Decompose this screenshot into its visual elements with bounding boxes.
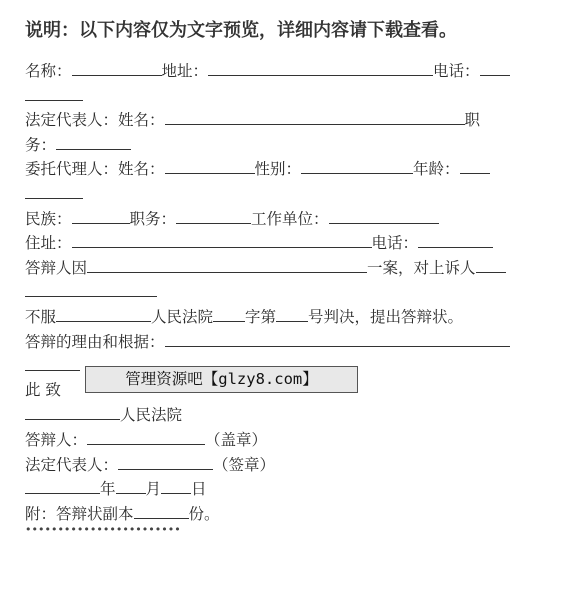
label-case-suffix: 一案，对上诉人 — [367, 258, 476, 277]
judgment-line — [25, 304, 545, 329]
label-residence-phone: 电话： — [371, 234, 419, 253]
label-employer: 工作单位： — [251, 209, 329, 228]
case-line — [25, 255, 545, 280]
appellant-blank-1[interactable] — [476, 255, 506, 273]
label-phone: 电话： — [433, 62, 480, 80]
grounds-blank-2[interactable] — [25, 353, 80, 371]
employer-blank[interactable] — [329, 206, 439, 224]
legal-rep-line — [25, 107, 545, 132]
year-blank[interactable] — [25, 476, 100, 494]
agent-name-blank[interactable] — [165, 156, 255, 174]
label-agent-name: 委托代理人：姓名： — [25, 160, 165, 179]
gender-blank[interactable] — [301, 156, 413, 174]
label-age: 年龄： — [413, 160, 460, 179]
age-blank-2[interactable] — [25, 181, 83, 199]
label-name: 名称： — [25, 62, 72, 80]
label-court: 人民法院 — [151, 307, 214, 326]
salutation: 此 致 — [25, 380, 61, 399]
label-case-prefix: 答辩人因 — [25, 258, 88, 277]
grounds-blank[interactable] — [165, 329, 510, 347]
answer-form — [25, 58, 545, 535]
legal-rep-sign-line — [25, 452, 545, 477]
residence-phone-blank[interactable] — [418, 230, 493, 248]
label-signature: （签章） — [213, 455, 276, 474]
appellant-continued-line — [25, 279, 545, 304]
position-blank[interactable] — [56, 132, 131, 150]
label-address: 地址： — [161, 62, 209, 80]
number-blank[interactable] — [276, 304, 308, 322]
respondent-sign-blank[interactable] — [87, 427, 205, 445]
age-continued-line — [25, 181, 545, 206]
label-grounds: 答辩的理由和根据： — [25, 332, 165, 351]
label-copies: 份。 — [188, 504, 220, 523]
label-attachment: 附：答辩状副本 — [25, 504, 134, 523]
label-residence: 住址： — [25, 234, 72, 253]
legal-rep-name-blank[interactable] — [165, 107, 465, 125]
phone-blank-2[interactable] — [25, 83, 83, 101]
appellant-blank-2[interactable] — [25, 279, 157, 297]
label-day: 日 — [191, 480, 207, 499]
addressee-court-line — [25, 402, 545, 427]
court-blank[interactable] — [56, 304, 151, 322]
name-blank[interactable] — [72, 58, 162, 76]
residence-line — [25, 230, 545, 255]
label-addressee-court: 人民法院 — [120, 406, 183, 425]
ethnicity-blank[interactable] — [72, 206, 130, 224]
day-blank[interactable] — [161, 476, 191, 494]
addressee-court-blank[interactable] — [25, 402, 120, 420]
copies-blank[interactable] — [134, 501, 189, 519]
label-legal-rep-name: 法定代表人：姓名： — [25, 111, 165, 130]
watermark-banner: 管理资源吧【glzy8.com】 — [85, 366, 358, 393]
label-ethnicity: 民族： — [25, 209, 72, 228]
attachment-line — [25, 501, 545, 526]
grounds-line — [25, 329, 545, 354]
residence-blank[interactable] — [72, 230, 372, 248]
label-gender: 性别： — [254, 160, 302, 179]
phone-blank-1[interactable] — [480, 58, 510, 76]
duty-blank[interactable] — [176, 206, 251, 224]
age-blank-1[interactable] — [460, 156, 490, 174]
label-legal-rep-sign: 法定代表人： — [25, 455, 119, 474]
label-seal: （盖章） — [205, 430, 268, 449]
label-year: 年 — [100, 480, 116, 499]
agent-line — [25, 156, 545, 181]
ellipsis-dots: •••••••••••••••••••••••• — [25, 523, 181, 537]
phone-continued-line — [25, 83, 545, 108]
date-line — [25, 476, 545, 501]
label-month: 月 — [145, 480, 162, 499]
respondent-name-line — [25, 58, 545, 83]
label-respondent: 答辩人： — [25, 430, 88, 449]
preview-notice: 说明：以下内容仅为文字预览，详细内容请下载查看。 — [25, 20, 457, 41]
label-dissatisfied: 不服 — [25, 307, 57, 326]
month-blank[interactable] — [116, 476, 146, 494]
word-blank[interactable] — [213, 304, 245, 322]
address-blank[interactable] — [208, 58, 433, 76]
label-judgment: 号判决，提出答辩状。 — [308, 307, 464, 326]
label-position-part1: 职 — [464, 111, 481, 130]
ethnicity-line — [25, 206, 545, 231]
label-duty: 职务： — [129, 209, 177, 228]
label-position-part2: 务： — [25, 135, 57, 154]
case-blank[interactable] — [87, 255, 367, 273]
label-word-number: 字第 — [245, 307, 277, 326]
legal-rep-position-line — [25, 132, 545, 157]
legal-rep-sign-blank[interactable] — [118, 452, 213, 470]
respondent-sign-line — [25, 427, 545, 452]
